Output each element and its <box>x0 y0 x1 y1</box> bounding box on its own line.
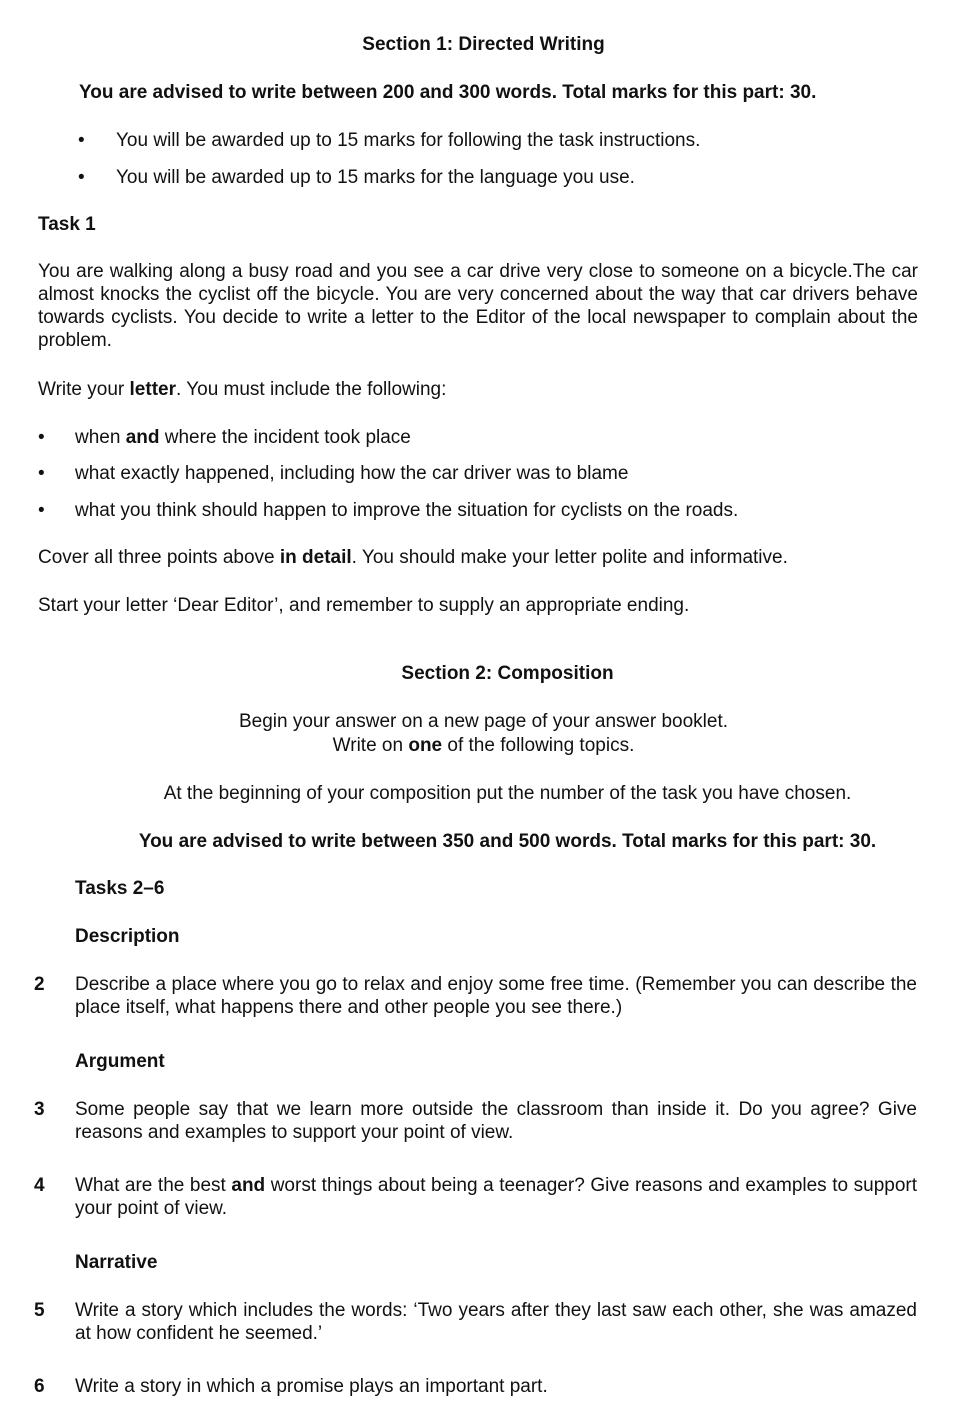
marks-item-2: You will be awarded up to 15 marks for the language you use. <box>116 167 635 188</box>
task-number-4: 4 <box>34 1175 45 1196</box>
task-number-5: 5 <box>34 1300 45 1321</box>
bullet-icon: • <box>38 500 45 521</box>
section2-title: Section 2: Composition <box>401 663 614 684</box>
cover-instruction: Cover all three points above in detail. You should make your letter polite and informative. <box>38 547 788 568</box>
tasks-heading: Tasks 2–6 <box>75 878 165 899</box>
task-6-text: Write a story in which a promise plays an important part. <box>75 1376 548 1397</box>
start-instruction: Start your letter ‘Dear Editor’, and remember to supply an appropriate ending. <box>38 595 690 616</box>
bullet-icon: • <box>38 463 45 484</box>
task-number-6: 6 <box>34 1376 45 1397</box>
task1-heading: Task 1 <box>38 214 96 235</box>
task-3-text: Some people say that we learn more outside the classroom than inside it. Do you agree? Give reasons and examples to support your point of view. <box>75 1099 917 1143</box>
bullet-icon: • <box>78 167 85 188</box>
beginning-instruction: At the beginning of your composition put the number of the task you have chosen. <box>163 783 852 804</box>
description-heading: Description <box>75 926 180 947</box>
task-number-2: 2 <box>34 974 45 995</box>
argument-heading: Argument <box>75 1051 165 1072</box>
section2-advice: You are advised to write between 350 and 500 words. Total marks for this part: 30. <box>138 831 877 852</box>
write-one-instruction: Write on one of the following topics. <box>332 735 635 756</box>
write-letter-instruction: Write your letter. You must include the following: <box>38 379 447 400</box>
bullet-icon: • <box>38 427 45 448</box>
task-4-text: What are the best and worst things about being a teenager? Give reasons and examples to support your point of view. <box>75 1175 918 1219</box>
marks-item-1: You will be awarded up to 15 marks for following the task instructions. <box>116 130 701 151</box>
point-item-3: what you think should happen to improve the situation for cyclists on the roads. <box>75 500 739 521</box>
task-5-text: Write a story which includes the words: ‘Two years after they last saw each other, she was amazed at how confident he seemed.’ <box>75 1300 917 1344</box>
section1-title: Section 1: Directed Writing <box>362 34 605 55</box>
section1-advice: You are advised to write between 200 and 300 words. Total marks for this part: 30. <box>79 82 817 103</box>
task1-scenario: You are walking along a busy road and you see a car drive very close to someone on a bicycle.The car almost knocks the cyclist off the bicycle. You are very concerned about the way that car drivers behave towards cyclists. You decide to write a letter to the Editor of the local newspaper to complain about the problem. <box>38 261 918 351</box>
narrative-heading: Narrative <box>75 1252 158 1273</box>
begin-instruction: Begin your answer on a new page of your answer booklet. <box>238 711 729 732</box>
task-2-text: Describe a place where you go to relax and enjoy some free time. (Remember you can describe the place itself, what happens there and other people you see there.) <box>75 974 917 1018</box>
point-item-1: when and where the incident took place <box>75 427 411 448</box>
bullet-icon: • <box>78 130 85 151</box>
task-number-3: 3 <box>34 1099 45 1120</box>
point-item-2: what exactly happened, including how the car driver was to blame <box>75 463 629 484</box>
